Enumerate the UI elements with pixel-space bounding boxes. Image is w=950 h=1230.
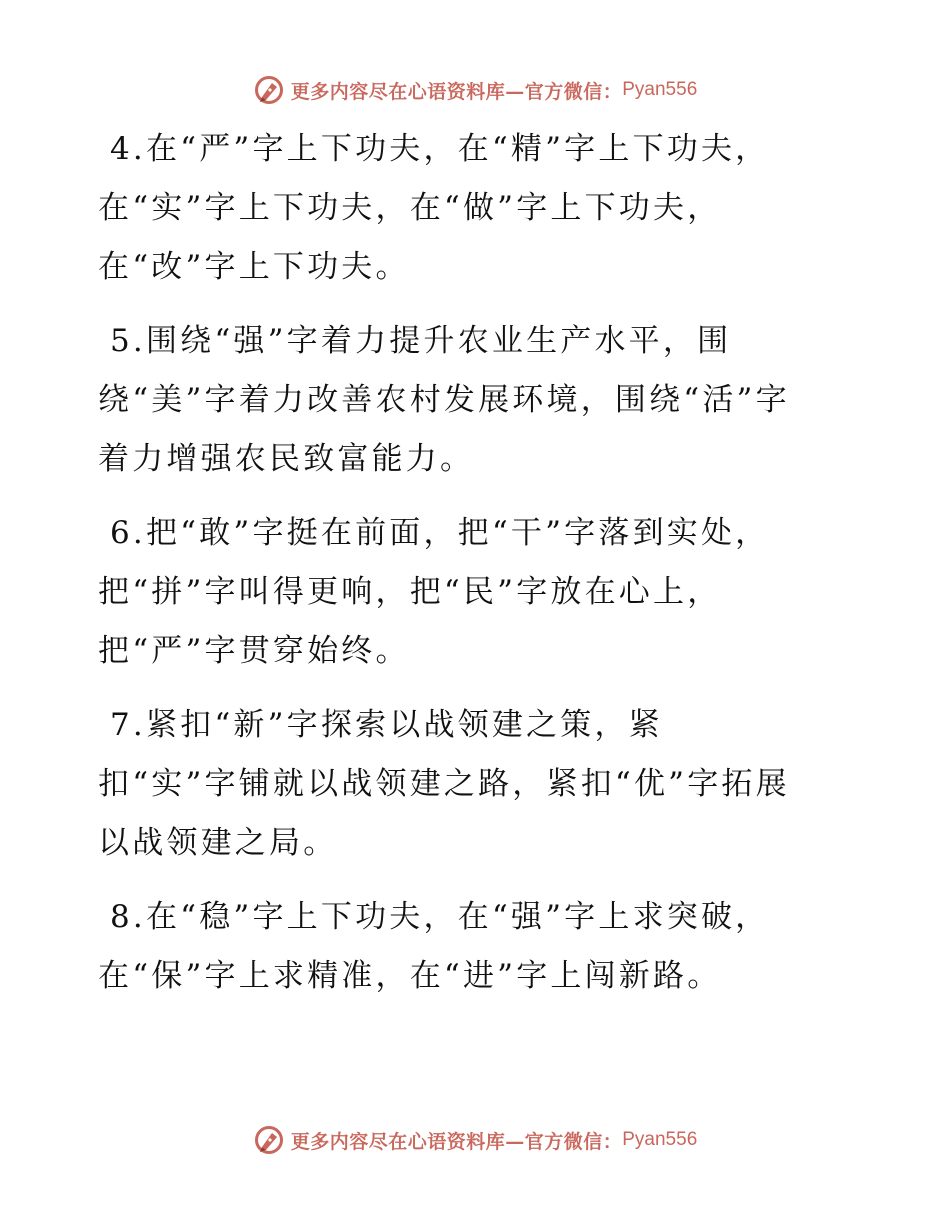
- pen-nib-logo-icon: [253, 1124, 285, 1156]
- list-item-line: 6.把“敢”字挺在前面，把“干”字落到实处，: [110, 515, 770, 551]
- list-item: [98, 696, 888, 873]
- header-banner-text: 更多内容尽在心语资料库—官方微信：: [290, 80, 623, 103]
- list-item-line: 7.紧扣“新”字探索以战领建之策，紧: [110, 707, 663, 743]
- footer-banner: [0, 1122, 950, 1158]
- list-item-line: 把“拼”字叫得更响，把“民”字放在心上，: [98, 574, 722, 610]
- pen-nib-logo-icon: [253, 74, 285, 106]
- list-item-line: 在“改”字上下功夫。: [98, 249, 410, 285]
- list-item-line: 扣“实”字铺就以战领建之路，紧扣“优”字拓展: [98, 766, 790, 802]
- list-item: [98, 888, 888, 1006]
- list-item: [98, 120, 888, 297]
- list-item-line: 5.围绕“强”字着力提升农业生产水平，围: [110, 323, 732, 359]
- list-item: [98, 504, 888, 681]
- list-item-line: 着力增强农民致富能力。: [98, 441, 475, 477]
- list-item-line: 8.在“稳”字上下功夫，在“强”字上求突破，: [110, 899, 770, 935]
- header-banner-wechat-id: Pyan556: [622, 79, 698, 100]
- footer-banner-text: 更多内容尽在心语资料库—官方微信：: [290, 1130, 623, 1153]
- document-body: [98, 120, 888, 1021]
- list-item-line: 在“保”字上求精准，在“进”字上闯新路。: [98, 958, 722, 994]
- list-item-line: 以战领建之局。: [98, 825, 338, 861]
- list-item-line: 绕“美”字着力改善农村发展环境，围绕“活”字: [98, 382, 790, 418]
- list-item-line: 4.在“严”字上下功夫，在“精”字上下功夫，: [110, 131, 770, 167]
- header-banner: [0, 72, 950, 108]
- list-item-line: 在“实”字上下功夫，在“做”字上下功夫，: [98, 190, 722, 226]
- list-item: [98, 312, 888, 489]
- list-item-line: 把“严”字贯穿始终。: [98, 633, 410, 669]
- footer-banner-wechat-id: Pyan556: [622, 1129, 698, 1150]
